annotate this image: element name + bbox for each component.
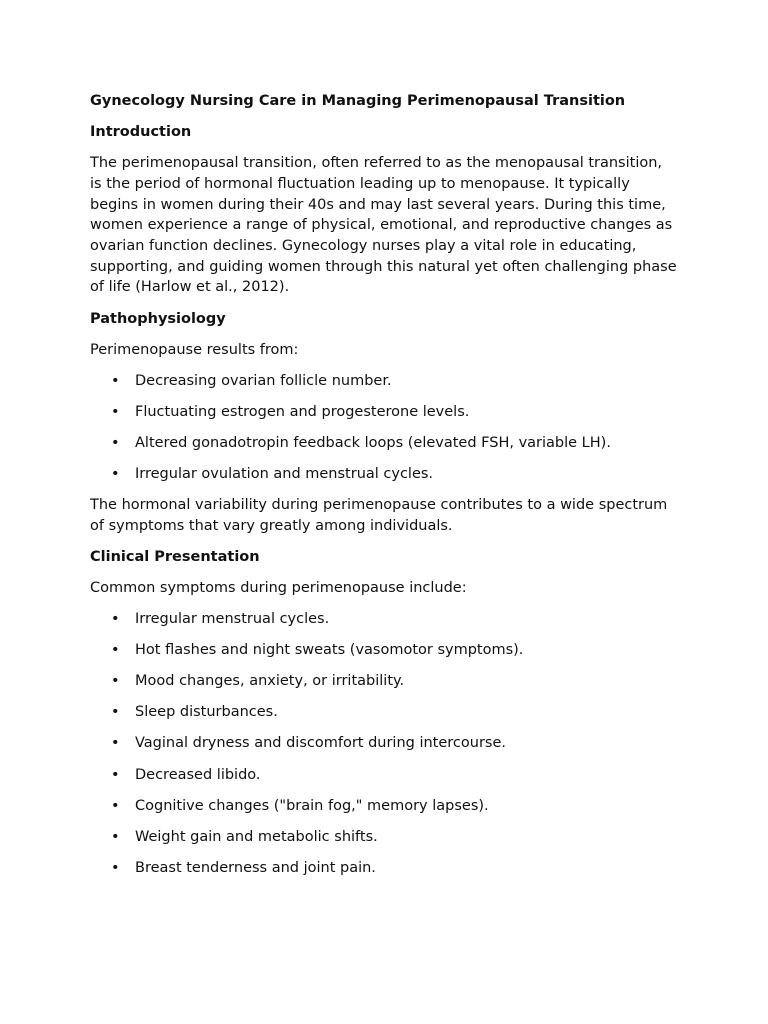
list-item (90, 733, 678, 754)
list-item (90, 858, 678, 879)
bullet-icon: • (111, 403, 120, 420)
document-title: Gynecology Nursing Care in Managing Perimenopausal Transition (90, 93, 626, 109)
list-item (90, 402, 678, 423)
introduction-paragraph: The perimenopausal transition, often referred to as the menopausal transition, is the period of hormonal fluctuation leading up to menopause. It typically begins in women during their 40s and may last several years. During this time, women experience a range of physical, emotional, and reproductive changes as ovarian function declines. Gynecology nurses play a vital role in educating, supporting, and guiding women through this natural yet often challenging phase of life (Harlow et al., 2012). (90, 155, 677, 296)
pathophysiology-outro: The hormonal variability during perimenopause contributes to a wide spectrum of symptoms that vary greatly among individuals. (90, 497, 668, 534)
list-item-text: Weight gain and metabolic shifts. (135, 828, 378, 845)
list-item-text: Decreasing ovarian follicle number. (135, 372, 392, 389)
list-item (90, 702, 678, 723)
list-item (90, 640, 678, 661)
section-clinical-presentation (90, 547, 678, 879)
list-item (90, 796, 678, 817)
list-item-text: Irregular menstrual cycles. (135, 611, 330, 628)
list-item-text: Altered gonadotropin feedback loops (elevated FSH, variable LH). (135, 434, 611, 451)
list-item (90, 609, 678, 630)
clinical-presentation-list (90, 609, 678, 878)
pathophysiology-intro: Perimenopause results from: (90, 341, 299, 358)
clinical-presentation-intro: Common symptoms during perimenopause include: (90, 579, 467, 596)
section-heading-clinical-presentation: Clinical Presentation (90, 548, 260, 565)
list-item (90, 765, 678, 786)
list-item-text: Hot flashes and night sweats (vasomotor symptoms). (135, 642, 524, 659)
pathophysiology-list (90, 371, 678, 485)
list-item-text: Sleep disturbances. (135, 704, 278, 721)
bullet-icon: • (111, 828, 120, 845)
list-item (90, 371, 678, 392)
bullet-icon: • (111, 704, 120, 721)
list-item-text: Cognitive changes ("brain fog," memory lapses). (135, 797, 489, 814)
list-item-text: Breast tenderness and joint pain. (135, 859, 376, 876)
bullet-icon: • (111, 372, 120, 389)
bullet-icon: • (111, 735, 120, 752)
list-item-text: Mood changes, anxiety, or irritability. (135, 673, 405, 690)
bullet-icon: • (111, 797, 120, 814)
section-heading-introduction: Introduction (90, 124, 192, 141)
list-item (90, 827, 678, 848)
bullet-icon: • (111, 434, 120, 451)
section-introduction (90, 122, 678, 298)
bullet-icon: • (111, 611, 120, 628)
bullet-icon: • (111, 642, 120, 659)
list-item-text: Fluctuating estrogen and progesterone levels. (135, 403, 470, 420)
list-item (90, 464, 678, 485)
bullet-icon: • (111, 859, 120, 876)
list-item (90, 433, 678, 454)
list-item-text: Decreased libido. (135, 766, 261, 783)
list-item-text: Irregular ovulation and menstrual cycles. (135, 465, 434, 482)
bullet-icon: • (111, 766, 120, 783)
section-pathophysiology (90, 309, 678, 537)
section-heading-pathophysiology: Pathophysiology (90, 310, 226, 327)
bullet-icon: • (111, 673, 120, 690)
list-item (90, 671, 678, 692)
list-item-text: Vaginal dryness and discomfort during intercourse. (135, 735, 507, 752)
bullet-icon: • (111, 465, 120, 482)
